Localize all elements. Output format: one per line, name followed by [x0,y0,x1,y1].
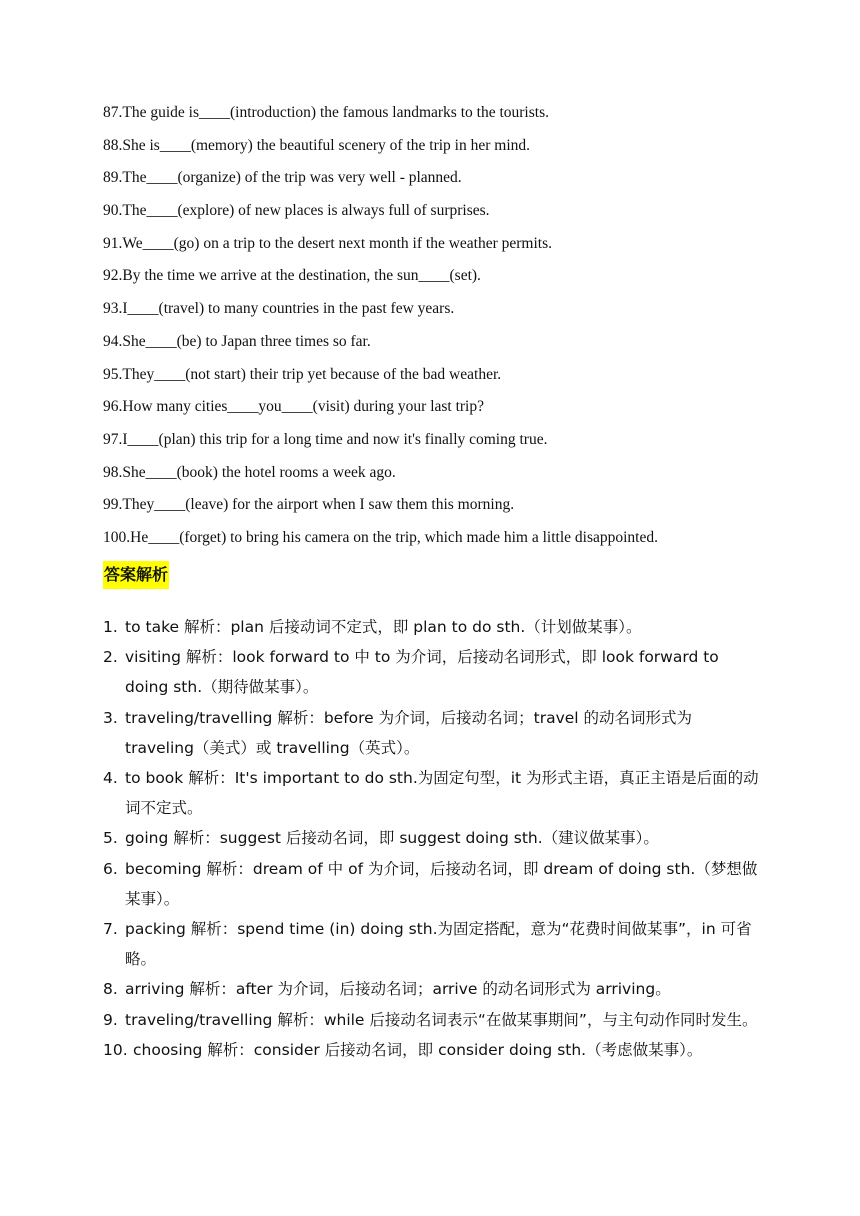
answer-item [103,763,763,823]
question-number: 90. [103,202,123,220]
question-item [103,102,783,135]
answer-number: 5. [103,829,118,848]
question-item [103,364,783,397]
question-number: 96. [103,398,123,416]
question-item [103,494,783,527]
answer-number: 9. [103,1010,118,1029]
answer-item [103,823,763,853]
answer-text: arriving 解析：after 为介词，后接动名词；arrive 的动名词形式为 arriving。 [125,980,671,999]
answer-text: visiting 解析：look forward to 中 to 为介词，后接动名词形式，即 look forward to doing sth.（期待做某事）。 [125,648,719,697]
question-item [103,331,783,364]
question-text: By the time we arrive at the destination, the sun____(set). [122,267,481,285]
question-number: 97. [103,430,123,448]
answer-text: choosing 解析：consider 后接动名词，即 consider doing sth.（考虑做某事）。 [133,1040,703,1059]
question-text: The____(explore) of new places is always full of surprises. [122,202,490,220]
question-item [103,527,783,560]
answer-number: 4. [103,769,118,788]
question-item [103,298,783,331]
answer-text: going 解析：suggest 后接动名词，即 suggest doing sth.（建议做某事）。 [125,829,659,848]
question-number: 94. [103,332,123,350]
question-text: She is____(memory) the beautiful scenery of the trip in her mind. [122,136,531,154]
answer-number: 8. [103,980,118,999]
question-number: 95. [103,365,123,383]
question-text: I____(plan) this trip for a long time and now it's finally coming true. [122,430,548,448]
answer-section-heading-wrap [103,561,169,589]
question-text: We____(go) on a trip to the desert next month if the weather permits. [122,234,552,252]
question-number: 88. [103,136,123,154]
answer-text: traveling/travelling 解析：while 后接动名词表示“在做某事期间”，与主句动作同时发生。 [125,1010,758,1029]
answer-number: 2. [103,648,118,667]
question-number: 98. [103,463,123,481]
question-number: 99. [103,496,123,514]
question-list [103,102,783,560]
answer-number: 7. [103,920,118,939]
answer-item [103,974,763,1004]
answer-item [103,1035,763,1065]
question-item [103,462,783,495]
question-number: 91. [103,234,123,252]
answer-number: 6. [103,859,118,878]
answer-item [103,612,763,642]
answer-text: traveling/travelling 解析：before 为介词，后接动名词；travel 的动名词形式为 traveling（美式）或 travelling（英式）。 [125,708,693,757]
answer-number: 10. [103,1040,128,1059]
answer-text: to take 解析：plan 后接动词不定式，即 plan to do sth.（计划做某事）。 [125,618,642,636]
answer-text: packing 解析：spend time (in) doing sth.为固定搭配，意为“花费时间做某事”，in 可省略。 [125,920,752,969]
question-text: She____(book) the hotel rooms a week ago. [122,463,396,481]
question-item [103,396,783,429]
answer-item [103,1005,763,1035]
question-text: How many cities____you____(visit) during your last trip? [122,398,484,416]
question-number: 87. [103,104,123,121]
question-item [103,167,783,200]
answer-text: becoming 解析：dream of 中 of 为介词，后接动名词，即 dream of doing sth.（梦想做某事）。 [125,859,758,908]
question-text: The____(organize) of the trip was very well - planned. [122,169,462,187]
question-text: They____(not start) their trip yet because of the bad weather. [122,365,502,383]
answer-list [103,612,763,1065]
answer-item [103,914,763,974]
question-item [103,135,783,168]
question-text: The guide is____(introduction) the famous landmarks to the tourists. [122,104,549,121]
question-text: I____(travel) to many countries in the past few years. [122,300,455,318]
answer-item [103,854,763,914]
question-text: They____(leave) for the airport when I saw them this morning. [122,496,515,514]
question-number: 89. [103,169,123,187]
question-number: 92. [103,267,123,285]
answer-section-heading: 答案解析 [103,561,169,589]
question-item [103,200,783,233]
question-number: 93. [103,300,123,318]
question-item [103,265,783,298]
question-number: 100. [103,528,131,546]
question-text: She____(be) to Japan three times so far. [122,332,371,350]
answer-number: 1. [103,618,118,636]
answer-item [103,642,763,702]
answer-text: to book 解析：It's important to do sth.为固定句型，it 为形式主语，真正主语是后面的动词不定式。 [125,769,759,818]
question-text: He____(forget) to bring his camera on the trip, which made him a little disappointed. [130,528,658,546]
answer-number: 3. [103,708,118,727]
answer-item [103,703,763,763]
question-item [103,429,783,462]
question-item [103,233,783,266]
